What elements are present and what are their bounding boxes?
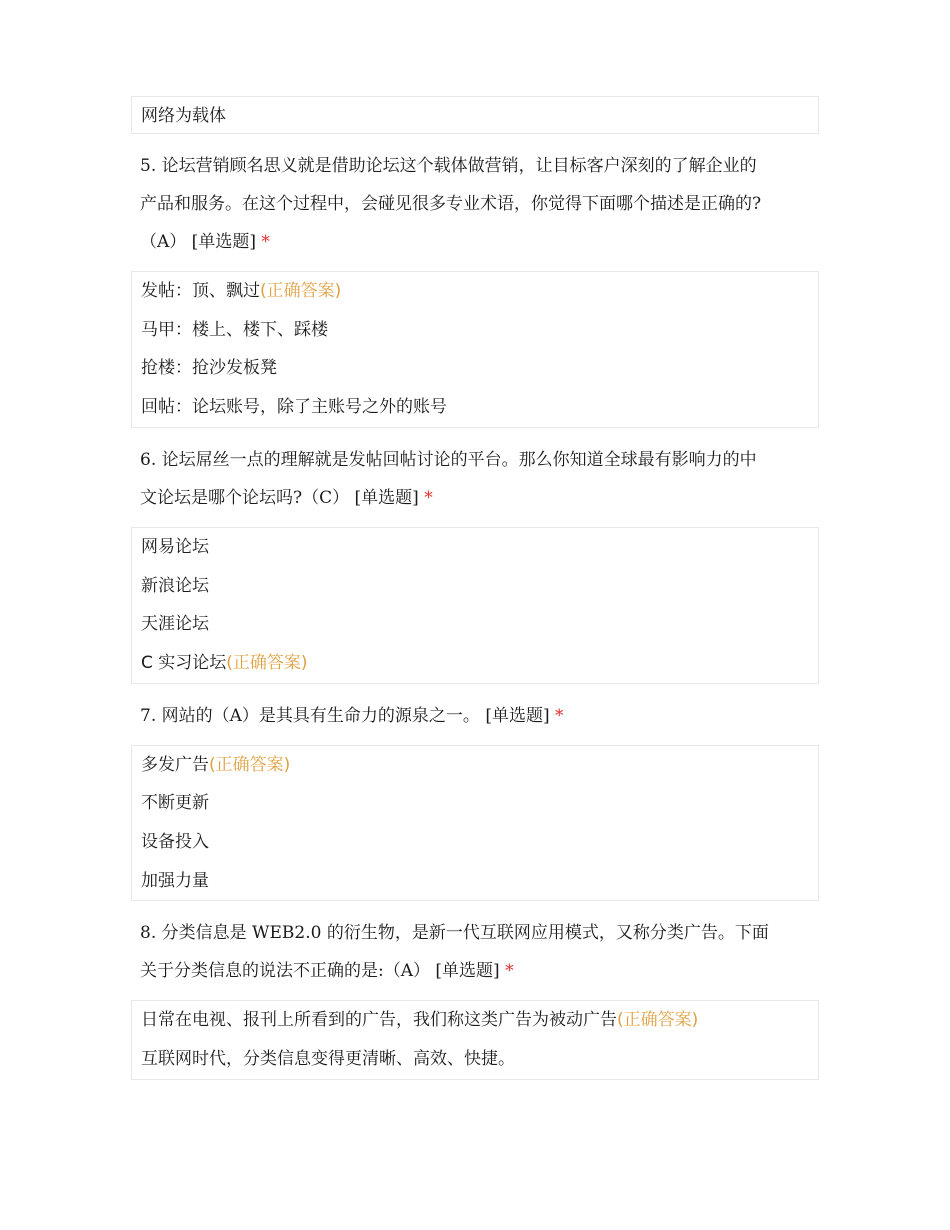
- question-line: [140, 697, 810, 735]
- option-text: 互联网时代，分类信息变得更清晰、高效、快捷。: [141, 1049, 515, 1070]
- option-row[interactable]: [141, 528, 809, 567]
- option-row[interactable]: [141, 1001, 809, 1040]
- question-8: [131, 914, 819, 990]
- question-number: 8.: [140, 923, 157, 944]
- option-text: 抢楼：抢沙发板凳: [141, 358, 277, 379]
- correct-answer-tag: (正确答案): [226, 652, 308, 673]
- prev-answer-box: [131, 96, 819, 134]
- option-row[interactable]: [141, 823, 809, 862]
- option-row[interactable]: [141, 1040, 809, 1079]
- correct-answer-tag: (正确答案): [260, 281, 342, 301]
- option-row: [141, 97, 809, 133]
- question-5: [131, 147, 819, 261]
- question-6: [131, 441, 819, 517]
- question-text: 网站的（A）是其具有生命力的源泉之一。 [单选题]: [161, 705, 555, 726]
- correct-answer-tag: (正确答案): [209, 754, 291, 775]
- required-mark: *: [505, 961, 514, 982]
- option-text: 网易论坛: [141, 536, 209, 557]
- question-line: [140, 441, 810, 479]
- option-row[interactable]: [141, 388, 809, 427]
- options-box-q5: [131, 271, 819, 428]
- option-row[interactable]: [141, 349, 809, 388]
- option-text: 不断更新: [141, 793, 209, 814]
- option-row[interactable]: [141, 605, 809, 644]
- question-line: [140, 185, 810, 223]
- option-text: 回帖：论坛账号，除了主账号之外的账号: [141, 397, 447, 418]
- required-mark: *: [424, 487, 433, 508]
- question-text: 关于分类信息的说法不正确的是:（A） [单选题]: [140, 961, 506, 982]
- question-text: 论坛屌丝一点的理解就是发帖回帖讨论的平台。那么你知道全球最有影响力的中: [161, 449, 757, 470]
- question-number: 7.: [140, 705, 157, 726]
- question-line: [140, 952, 810, 990]
- required-mark: *: [261, 232, 270, 252]
- option-text: 加强力量: [141, 870, 209, 891]
- option-text: 网络为载体: [141, 106, 226, 126]
- question-number: 6.: [140, 449, 157, 470]
- option-row[interactable]: [141, 311, 809, 350]
- correct-answer-tag: (正确答案): [617, 1010, 699, 1031]
- option-text: 天涯论坛: [141, 614, 209, 635]
- required-mark: *: [555, 705, 564, 726]
- options-box-q7: [131, 745, 819, 902]
- option-text: 设备投入: [141, 832, 209, 853]
- option-text: 新浪论坛: [141, 575, 209, 596]
- options-box-q8: [131, 1000, 819, 1079]
- option-text: 多发广告: [141, 754, 209, 775]
- question-7: [131, 697, 819, 735]
- question-line: [140, 479, 810, 517]
- option-row[interactable]: [141, 784, 809, 823]
- question-text: 论坛营销顾名思义就是借助论坛这个载体做营销，让目标客户深刻的了解企业的: [161, 156, 757, 176]
- option-row[interactable]: [141, 567, 809, 606]
- question-line: [140, 147, 810, 185]
- question-line: [140, 223, 810, 261]
- option-row[interactable]: [141, 272, 809, 311]
- question-number: 5.: [140, 156, 157, 176]
- option-text: 发帖：顶、飘过: [141, 281, 260, 301]
- option-row[interactable]: [141, 862, 809, 901]
- question-text: 文论坛是哪个论坛吗?（C） [单选题]: [140, 487, 425, 508]
- option-row[interactable]: [141, 644, 809, 683]
- options-box-q6: [131, 527, 819, 684]
- question-text: 分类信息是 WEB2.0 的衍生物，是新一代互联网应用模式，又称分类广告。下面: [161, 923, 769, 944]
- question-text: 产品和服务。在这个过程中，会碰见很多专业术语，你觉得下面哪个描述是正确的?: [140, 194, 762, 214]
- option-text: 日常在电视、报刊上所看到的广告，我们称这类广告为被动广告: [141, 1010, 617, 1031]
- question-text: （A） [单选题]: [140, 232, 262, 252]
- question-line: [140, 914, 810, 952]
- survey-page: [131, 96, 819, 1080]
- option-row[interactable]: [141, 746, 809, 785]
- option-text: C 实习论坛: [141, 652, 227, 673]
- option-text: 马甲：楼上、楼下、踩楼: [141, 319, 328, 340]
